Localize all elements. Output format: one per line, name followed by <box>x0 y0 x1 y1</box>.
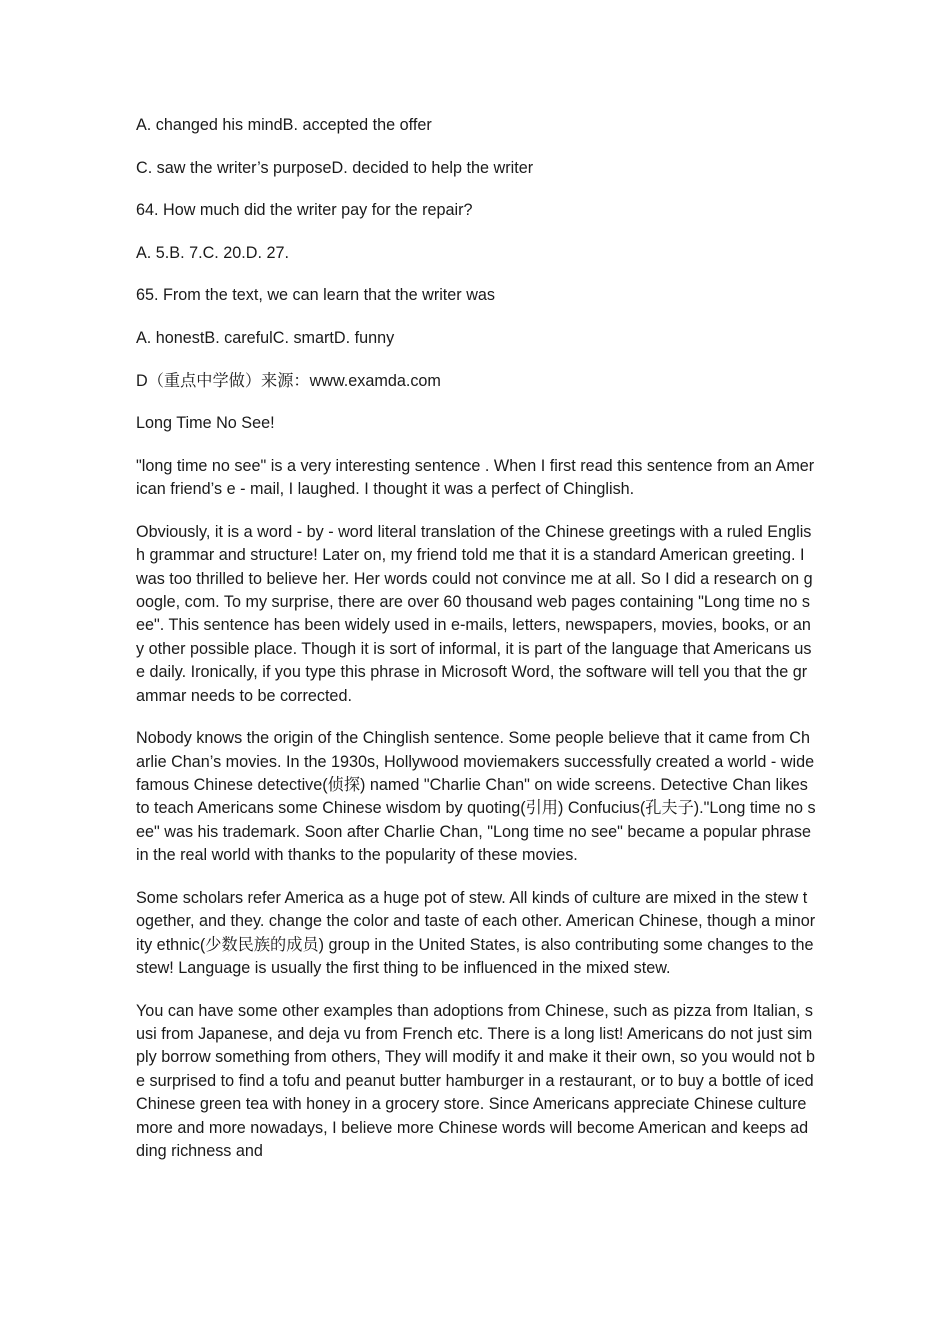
passage-paragraph-2: Obviously, it is a word - by - word literal translation of the Chinese greetings with a ruled English grammar and structure! Later on, my friend told me that it is a standard American greeting. I was too thrilled to believe her. Her words could not convince me at all. So I did a research on google, com. To my surprise, there are over 60 thousand web pages containing "Long time no see". This sentence has been widely used in e-mails, letters, newspapers, movies, books, or any other possible place. Though it is sort of informal, it is part of the language that Americans use daily. Ironically, if you type this phrase in Microsoft Word, the software will tell you that the grammar needs to be corrected. <box>136 522 813 705</box>
document-page <box>136 114 816 1183</box>
q64-question: 64. How much did the writer pay for the repair? <box>136 201 473 220</box>
passage-paragraph-5: You can have some other examples than adoptions from Chinese, such as pizza from Italian, susi from Japanese, and deja vu from French etc. There is a long list! Americans do not just simply borrow something from others, They will modify it and make it their own, so you would not be surprised to find a tofu and peanut butter hamburger in a restaurant, or to buy a bottle of iced Chinese green tea with honey in a grocery store. Since Americans appreciate Chinese culture more and more nowadays, I believe more Chinese words will become American and keeps adding richness and <box>136 1001 815 1161</box>
passage-title: Long Time No See! <box>136 414 275 433</box>
q64-options: A. 5.B. 7.C. 20.D. 27. <box>136 243 289 262</box>
q65-options: A. honestB. carefulC. smartD. funny <box>136 328 395 347</box>
passage-paragraph-3: Nobody knows the origin of the Chinglish sentence. Some people believe that it came from Charlie Chan’s movies. In the 1930s, Hollywood moviemakers successfully created a world - wide famous Chinese detective(侦探) named "Charlie Chan" on wide screens. Detective Chan likes to teach Americans some Chinese wisdom by quoting(引用) Confucius(孔夫子)."Long time no see" was his trademark. Soon after Charlie Chan, "Long time no see" became a popular phrase in the real world with thanks to the popularity of these movies. <box>136 729 816 865</box>
q65-question: 65. From the text, we can learn that the writer was <box>136 286 495 305</box>
passage-paragraph-1: "long time no see" is a very interesting sentence . When I first read this sentence from an American friend’s e - mail, I laughed. I thought it was a perfect of Chinglish. <box>136 456 815 499</box>
passage-paragraph-4: Some scholars refer America as a huge pot of stew. All kinds of culture are mixed in the stew together, and they. change the color and taste of each other. American Chinese, though a minority ethnic(少数民族的成员) group in the United States, is also contributing some changes to the stew! Language is usually the first thing to be influenced in the mixed stew. <box>136 888 816 978</box>
q63-options-cd: C. saw the writer’s purposeD. decided to help the writer <box>136 158 534 177</box>
q63-options-ab: A. changed his mindB. accepted the offer <box>136 116 432 134</box>
section-d-source: D（重点中学做）来源：www.examda.com <box>136 371 441 390</box>
